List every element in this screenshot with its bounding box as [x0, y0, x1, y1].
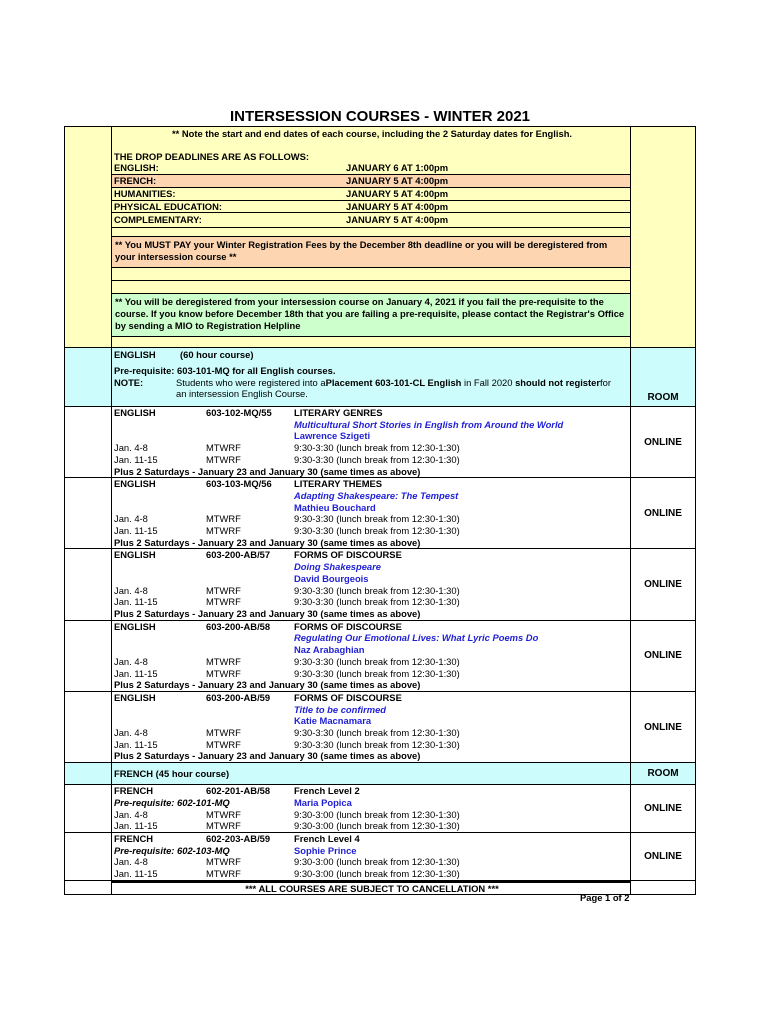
cell-days: MTWRF [206, 820, 241, 832]
course-teacher-row [112, 502, 630, 514]
cell-dates: Jan. 11-15 [114, 596, 158, 608]
course-teacher-row [112, 573, 630, 585]
cell-dates: Jan. 11-15 [114, 453, 158, 465]
course-body [112, 785, 631, 832]
cell-dates: ENGLISH [114, 620, 156, 632]
saturday-row: Plus 2 Saturdays - January 23 and January 30 (same times as above) [114, 607, 421, 619]
cell-dates: Jan. 4-8 [114, 856, 148, 868]
cell-info: 9:30-3:00 (lunch break from 12:30-1:30) [294, 868, 460, 880]
session-row [112, 585, 630, 597]
session-row [112, 668, 630, 680]
saturday-row: Plus 2 Saturdays - January 23 and January 30 (same times as above) [114, 679, 421, 691]
deadline-date: JANUARY 6 AT 1:00pm [346, 162, 449, 174]
gutter-cell [65, 692, 112, 762]
session-row [112, 820, 630, 832]
gutter-cell [65, 785, 112, 832]
cell-days: 603-102-MQ/55 [206, 407, 272, 419]
cell-days [206, 419, 294, 431]
cell-dates: ENGLISH [114, 407, 156, 419]
cell-days: 602-203-AB/59 [206, 832, 271, 844]
course-title-row [112, 419, 630, 431]
cell-dates: Jan. 11-15 [114, 820, 158, 832]
gutter-cell [65, 407, 112, 477]
english-prereq: Pre-requisite: 603-101-MQ for all English courses. [114, 364, 336, 376]
cell-days [206, 632, 294, 644]
deadline-date: JANUARY 5 AT 4:00pm [346, 187, 449, 199]
cell-days [206, 430, 294, 442]
session-row [112, 739, 630, 751]
room-column-blank [631, 881, 695, 895]
cell-days: 602-201-AB/58 [206, 785, 271, 797]
cell-days: MTWRF [206, 596, 241, 608]
cell-info: 9:30-3:30 (lunch break from 12:30-1:30) [294, 727, 460, 739]
gutter-cell [65, 478, 112, 548]
cell-info: LITERARY GENRES [294, 407, 383, 419]
cell-dates [114, 704, 206, 716]
cell-info: Adapting Shakespeare: The Tempest [294, 489, 459, 501]
cell-info: FORMS OF DISCOURSE [294, 620, 402, 632]
cell-days: 603-200-AB/58 [206, 620, 271, 632]
session-row [112, 513, 630, 525]
cell-dates: FRENCH [114, 785, 154, 797]
cell-dates: ENGLISH [114, 549, 156, 561]
cell-info: 9:30-3:30 (lunch break from 12:30-1:30) [294, 655, 460, 667]
room-cell: ONLINE [644, 803, 682, 815]
saturday-row: Plus 2 Saturdays - January 23 and January 30 (same times as above) [114, 536, 421, 548]
cell-dates [114, 502, 206, 514]
session-row [112, 656, 630, 668]
cell-info: 9:30-3:30 (lunch break from 12:30-1:30) [294, 442, 460, 454]
deadline-date: JANUARY 5 AT 4:00pm [346, 200, 449, 212]
cell-dates: FRENCH [114, 832, 154, 844]
course-title-row [112, 490, 630, 502]
course-title-row [112, 704, 630, 716]
cell-info: David Bourgeois [294, 572, 369, 584]
cell-info: Title to be confirmed [294, 703, 387, 715]
french-header-body [112, 763, 631, 784]
cell-info: 9:30-3:30 (lunch break from 12:30-1:30) [294, 738, 460, 750]
cell-days: 603-103-MQ/56 [206, 478, 272, 490]
saturday-row: Plus 2 Saturdays - January 23 and January 30 (same times as above) [114, 465, 421, 477]
room-cell: ONLINE [644, 721, 682, 733]
cell-days: MTWRF [206, 453, 241, 465]
session-row [112, 525, 630, 537]
prereq-row [112, 797, 630, 809]
fees-warning: ** You MUST PAY your Winter Registration Fees by the December 8th deadline or you will be deregistered from your intersession course ** [112, 237, 630, 268]
cell-info: French Level 4 [294, 832, 360, 844]
deadline-subject: COMPLEMENTARY: [114, 214, 202, 226]
cell-info: Multicultural Short Stories in English from Around the World [294, 418, 564, 430]
cell-dates [114, 419, 206, 431]
cell-dates: Jan. 11-15 [114, 738, 158, 750]
cell-days: MTWRF [206, 513, 241, 525]
course-title-row [112, 632, 630, 644]
course-body [112, 407, 631, 477]
session-row [112, 856, 630, 868]
prereq-row [112, 845, 630, 857]
cell-days [206, 644, 294, 656]
cell-days [206, 561, 294, 573]
saturday-row: Plus 2 Saturdays - January 23 and January 30 (same times as above) [114, 750, 421, 762]
deadline-row [112, 213, 630, 228]
cell-info: Lawrence Szigeti [294, 430, 371, 442]
cell-days: MTWRF [206, 808, 241, 820]
room-header: ROOM [647, 768, 679, 780]
cell-dates: Jan. 11-15 [114, 525, 158, 537]
notice-note: ** Note the start and end dates of each course, including the 2 Saturday dates for English. [171, 128, 573, 139]
deadline-subject: FRENCH: [114, 175, 157, 187]
cell-info: 9:30-3:30 (lunch break from 12:30-1:30) [294, 513, 460, 525]
cell-dates [114, 644, 206, 656]
room-column-blank [631, 127, 695, 347]
gutter-cell [65, 549, 112, 619]
course-teacher-row [112, 430, 630, 442]
english-course-block [65, 478, 695, 549]
english-hours: (60 hour course) [180, 349, 254, 361]
cell-days: MTWRF [206, 442, 241, 454]
course-header-row [112, 692, 630, 704]
cell-info: FORMS OF DISCOURSE [294, 549, 402, 561]
cell-dates: Jan. 11-15 [114, 868, 158, 880]
session-row [112, 442, 630, 454]
cell-days [206, 490, 294, 502]
cell-days: MTWRF [206, 856, 241, 868]
gutter-cell [65, 833, 112, 880]
cell-info: French Level 2 [294, 785, 360, 797]
room-cell: ONLINE [644, 850, 682, 862]
session-row [112, 727, 630, 739]
cell-days: MTWRF [206, 655, 241, 667]
english-label: ENGLISH [114, 349, 156, 361]
cell-info: 9:30-3:00 (lunch break from 12:30-1:30) [294, 856, 460, 868]
session-row [112, 809, 630, 821]
course-table [64, 126, 696, 895]
cell-info: Naz Arabaghian [294, 644, 365, 656]
prereq-text: Pre-requisite: 602-101-MQ [114, 796, 230, 808]
cell-dates: Jan. 4-8 [114, 513, 148, 525]
cell-dates [114, 632, 206, 644]
deadline-subject: PHYSICAL EDUCATION: [114, 200, 222, 212]
cell-dates: Jan. 4-8 [114, 442, 148, 454]
cell-days: MTWRF [206, 727, 241, 739]
cell-info: 9:30-3:30 (lunch break from 12:30-1:30) [294, 596, 460, 608]
deadline-subject: ENGLISH: [114, 162, 159, 174]
page-title: INTERSESSION COURSES - WINTER 2021 [229, 108, 531, 125]
cell-info: 9:30-3:00 (lunch break from 12:30-1:30) [294, 808, 460, 820]
deadline-row [112, 188, 630, 201]
cell-dates [114, 573, 206, 585]
gutter-cell [65, 881, 112, 895]
english-header [65, 348, 695, 407]
session-row [112, 868, 630, 880]
cell-info: 9:30-3:30 (lunch break from 12:30-1:30) [294, 453, 460, 465]
cell-info: 9:30-3:30 (lunch break from 12:30-1:30) [294, 584, 460, 596]
cell-dates [114, 430, 206, 442]
cell-info: 9:30-3:00 (lunch break from 12:30-1:30) [294, 820, 460, 832]
cell-dates: ENGLISH [114, 478, 156, 490]
cell-dates: ENGLISH [114, 691, 156, 703]
course-body [112, 549, 631, 619]
english-note [112, 377, 630, 389]
course-header-row [112, 549, 630, 561]
cell-days: MTWRF [206, 868, 241, 880]
cell-days: 603-200-AB/57 [206, 549, 271, 561]
room-header: ROOM [647, 392, 679, 404]
cell-days: MTWRF [206, 525, 241, 537]
cell-dates [114, 715, 206, 727]
cell-info: 9:30-3:30 (lunch break from 12:30-1:30) [294, 667, 460, 679]
english-course-block [65, 407, 695, 478]
course-header-row [112, 621, 630, 633]
prereq-text: Pre-requisite: 602-103-MQ [114, 844, 230, 856]
cancellation-body [112, 881, 631, 895]
course-teacher-row [112, 715, 630, 727]
cell-dates: Jan. 4-8 [114, 808, 148, 820]
french-label: FRENCH (45 hour course) [114, 767, 230, 779]
course-body [112, 692, 631, 762]
room-cell: ONLINE [644, 650, 682, 662]
session-row [112, 596, 630, 608]
cell-days [206, 704, 294, 716]
course-body [112, 478, 631, 548]
deadline-date: JANUARY 5 AT 4:00pm [346, 214, 449, 226]
session-row [112, 454, 630, 466]
room-cell: ONLINE [644, 436, 682, 448]
gutter-cell [65, 763, 112, 784]
english-note-line2: an intersession English Course. [176, 388, 308, 400]
english-header-title [112, 349, 630, 361]
gutter-cell [65, 348, 112, 406]
cell-days: MTWRF [206, 584, 241, 596]
cell-days: MTWRF [206, 738, 241, 750]
course-title-row [112, 561, 630, 573]
cell-days [206, 715, 294, 727]
prereq-warning: ** You will be deregistered from your intersession course on January 4, 2021 if you fail the pre-requisite to the course. If you know before December 18th that you are failing a pre-requisite, please contact the Registrar's Office by sending a MIO to Registration Helpline [112, 294, 630, 337]
cell-info: Regulating Our Emotional Lives: What Lyric Poems Do [294, 632, 539, 644]
english-header-body [112, 348, 631, 406]
note-bold: Placement 603-101-CL English [325, 376, 462, 388]
french-header [65, 763, 695, 785]
cell-info: LITERARY THEMES [294, 478, 383, 490]
deadline-subject: HUMANITIES: [114, 187, 176, 199]
cell-dates: Jan. 4-8 [114, 655, 148, 667]
cell-info: Doing Shakespeare [294, 561, 382, 573]
cell-info: Maria Popica [294, 796, 352, 808]
english-course-block [65, 549, 695, 620]
course-header-row [112, 833, 630, 845]
page-number: Page 1 of 2 [580, 892, 630, 903]
deadline-date: JANUARY 5 AT 4:00pm [346, 175, 449, 187]
course-header-row [112, 785, 630, 797]
french-course-block [65, 833, 695, 881]
french-course-block [65, 785, 695, 833]
cell-dates [114, 490, 206, 502]
english-course-block [65, 692, 695, 763]
course-body [112, 621, 631, 691]
deadline-row [112, 162, 630, 175]
cell-dates: Jan. 11-15 [114, 667, 158, 679]
note-text: Students who were registered into a [176, 376, 326, 388]
notice-body [112, 127, 631, 347]
cell-dates: Jan. 4-8 [114, 584, 148, 596]
cell-info: Katie Macnamara [294, 715, 372, 727]
course-body [112, 833, 631, 880]
course-teacher-row [112, 644, 630, 656]
room-cell: ONLINE [644, 507, 682, 519]
drop-heading: THE DROP DEADLINES ARE AS FOLLOWS: [114, 150, 309, 162]
gutter-cell [65, 621, 112, 691]
english-course-block [65, 621, 695, 692]
cell-dates [114, 561, 206, 573]
note-text: in Fall 2020 [461, 376, 516, 388]
cell-days: MTWRF [206, 667, 241, 679]
deadline-row [112, 175, 630, 188]
cell-info: Sophie Prince [294, 844, 357, 856]
cell-dates: Jan. 4-8 [114, 727, 148, 739]
cell-info: Mathieu Bouchard [294, 501, 376, 513]
room-cell: ONLINE [644, 579, 682, 591]
cell-info: FORMS OF DISCOURSE [294, 691, 402, 703]
cell-days [206, 502, 294, 514]
notice-section [65, 127, 695, 348]
note-label: NOTE: [114, 376, 144, 388]
gutter-cell [65, 127, 112, 347]
note-text: for [600, 376, 611, 388]
cancellation-notice: *** ALL COURSES ARE SUBJECT TO CANCELLATION *** [245, 882, 499, 894]
note-bold: should not register [515, 376, 600, 388]
course-header-row [112, 407, 630, 419]
deadline-row [112, 201, 630, 214]
course-header-row [112, 478, 630, 490]
cell-info: 9:30-3:30 (lunch break from 12:30-1:30) [294, 525, 460, 537]
cell-days [206, 573, 294, 585]
cell-days: 603-200-AB/59 [206, 691, 271, 703]
